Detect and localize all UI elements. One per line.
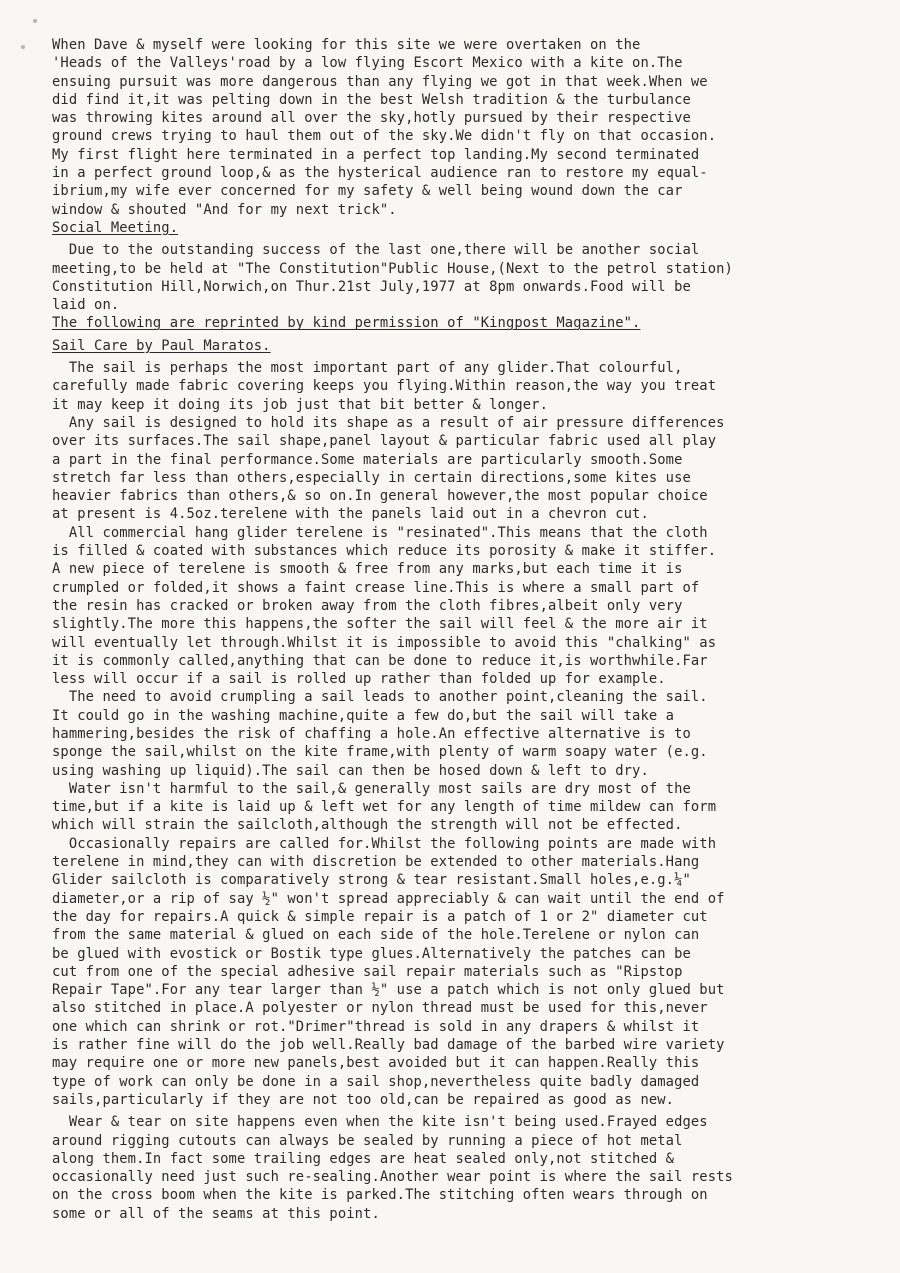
text-line: Constitution Hill,Norwich,on Thur.21st July,1977 at 8pm onwards.Food will be — [52, 278, 691, 295]
text-line: sponge the sail,whilst on the kite frame,with plenty of warm soapy water (e.g. — [52, 744, 708, 761]
text-line: along them.In fact some trailing edges are heat sealed only,not stitched & — [52, 1150, 675, 1167]
text-line: may require one or more new panels,best avoided but it can happen.Really this — [52, 1055, 700, 1072]
text-line: is rather fine will do the job well.Really bad damage of the barbed wire variety — [52, 1037, 725, 1054]
text-line: The sail is perhaps the most important part of any glider.That colourful, — [52, 360, 683, 377]
text-line: time,but if a kite is laid up & left wet for any length of time mildew can form — [52, 799, 717, 816]
article-paragraph — [52, 359, 852, 414]
article-paragraph — [52, 524, 852, 689]
social-meeting-heading: Social Meeting. — [52, 219, 179, 236]
text-line: heavier fabrics than others,& so on.In general however,the most popular choice — [52, 488, 708, 505]
article-paragraph — [52, 688, 852, 779]
text-line: did find it,it was pelting down in the best Welsh tradition & the turbulance — [52, 91, 691, 108]
text-line: over its surfaces.The sail shape,panel layout & particular fabric used all play — [52, 433, 717, 450]
text-line: Due to the outstanding success of the last one,there will be another social — [52, 242, 700, 259]
text-line: cut from one of the special adhesive sail repair materials such as "Ripstop — [52, 963, 683, 980]
text-line: Water isn't harmful to the sail,& generally most sails are dry most of the — [52, 780, 691, 797]
text-line: it may keep it doing its job just that bit better & longer. — [52, 396, 548, 413]
text-line: diameter,or a rip of say ½" won't spread appreciably & can wait until the end of — [52, 890, 725, 907]
text-line: hammering,besides the risk of chaffing a hole.An effective alternative is to — [52, 725, 691, 742]
text-line: ibrium,my wife ever concerned for my safety & well being wound down the car — [52, 183, 683, 200]
text-line: be glued with evostick or Bostik type glues.Alternatively the patches can be — [52, 945, 691, 962]
text-line: at present is 4.5oz.terelene with the panels laid out in a chevron cut. — [52, 506, 649, 523]
sail-care-heading: Sail Care by Paul Maratos. — [52, 337, 271, 354]
text-line: some or all of the seams at this point. — [52, 1205, 380, 1222]
text-line: laid on. — [52, 297, 120, 314]
text-line: was throwing kites around all over the sky,hotly pursued by their respective — [52, 110, 691, 127]
text-line: type of work can only be done in a sail shop,nevertheless quite badly damaged — [52, 1073, 700, 1090]
text-line: sails,particularly if they are not too old,can be repaired as good as new. — [52, 1091, 675, 1108]
text-line: occasionally need just such re-sealing.Another wear point is where the sail rests — [52, 1169, 733, 1186]
page-text — [52, 36, 852, 1223]
text-line: is filled & coated with substances which reduce its porosity & make it stiffer. — [52, 543, 717, 560]
text-line: All commercial hang glider terelene is "resinated".This means that the cloth — [52, 524, 708, 541]
text-line: window & shouted "And for my next trick". — [52, 201, 397, 218]
text-line: from the same material & glued on each side of the hole.Terelene or nylon can — [52, 927, 700, 944]
text-line: the day for repairs.A quick & simple repair is a patch of 1 or 2" diameter cut — [52, 908, 708, 925]
text-line: It could go in the washing machine,quite a few do,but the sail will take a — [52, 707, 675, 724]
text-line: terelene in mind,they can with discretion be extended to other materials.Hang — [52, 854, 700, 871]
text-line: stretch far less than others,especially in certain directions,some kites use — [52, 469, 691, 486]
text-line: it is commonly called,anything that can be done to reduce it,is worthwhile.Far — [52, 652, 708, 669]
punch-hole-mark — [33, 19, 37, 23]
reprint-notice-heading: The following are reprinted by kind permission of "Kingpost Magazine". — [52, 315, 641, 332]
text-line: meeting,to be held at "The Constitution"Public House,(Next to the petrol station) — [52, 260, 733, 277]
text-line: will eventually let through.Whilst it is impossible to avoid this "chalking" as — [52, 634, 717, 651]
text-line: slightly.The more this happens,the softer the sail will feel & the more air it — [52, 616, 708, 633]
text-line: carefully made fabric covering keeps you flying.Within reason,the way you treat — [52, 378, 717, 395]
text-line: Wear & tear on site happens even when the kite isn't being used.Frayed edges — [52, 1114, 708, 1131]
text-line: on the cross boom when the kite is parked.The stitching often wears through on — [52, 1187, 708, 1204]
text-line: When Dave & myself were looking for this site we were overtaken on the — [52, 37, 641, 53]
social-meeting-paragraph — [52, 241, 852, 314]
text-line: crumpled or folded,it shows a faint crease line.This is where a small part of — [52, 579, 700, 596]
text-line: which will strain the sailcloth,although the strength will not be effected. — [52, 817, 683, 834]
text-line: the resin has cracked or broken away from the cloth fibres,albeit only very — [52, 597, 683, 614]
punch-hole-mark — [21, 45, 25, 49]
article-paragraph — [52, 1113, 852, 1223]
article-paragraph — [52, 835, 852, 1109]
text-line: ensuing pursuit was more dangerous than any flying we got in that week.When we — [52, 73, 708, 90]
article-paragraph — [52, 414, 852, 524]
text-line: Any sail is designed to hold its shape as a result of air pressure differences — [52, 414, 725, 431]
text-line: Occasionally repairs are called for.Whilst the following points are made with — [52, 835, 717, 852]
text-line: less will occur if a sail is rolled up rather than folded up for example. — [52, 671, 666, 688]
intro-paragraph — [52, 36, 852, 219]
text-line: The need to avoid crumpling a sail leads to another point,cleaning the sail. — [52, 689, 708, 706]
text-line: My first flight here terminated in a perfect top landing.My second terminated — [52, 146, 700, 163]
text-line: Repair Tape".For any tear larger than ½" use a patch which is not only glued but — [52, 982, 725, 999]
text-line: using washing up liquid).The sail can then be hosed down & left to dry. — [52, 762, 649, 779]
text-line: A new piece of terelene is smooth & free from any marks,but each time it is — [52, 561, 683, 578]
text-line: in a perfect ground loop,& as the hysterical audience ran to restore my equal- — [52, 165, 708, 182]
text-line: Glider sailcloth is comparatively strong & tear resistant.Small holes,e.g.¼" — [52, 872, 691, 889]
text-line: also stitched in place.A polyester or nylon thread must be used for this,never — [52, 1000, 708, 1017]
text-line: one which can shrink or rot."Drimer"thread is sold in any drapers & whilst it — [52, 1018, 700, 1035]
text-line: 'Heads of the Valleys'road by a low flying Escort Mexico with a kite on.The — [52, 55, 683, 72]
text-line: ground crews trying to haul them out of the sky.We didn't fly on that occasion. — [52, 128, 717, 145]
article-paragraph — [52, 780, 852, 835]
text-line: a part in the final performance.Some materials are particularly smooth.Some — [52, 451, 683, 468]
text-line: around rigging cutouts can always be sealed by running a piece of hot metal — [52, 1132, 683, 1149]
